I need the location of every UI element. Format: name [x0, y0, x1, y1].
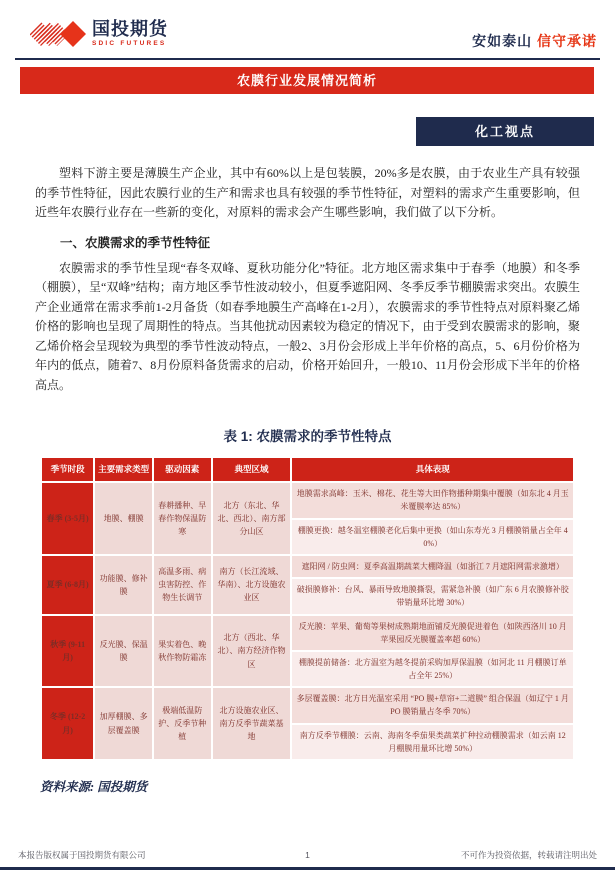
table-cell: 反光膜：苹果、葡萄等果树成熟期地面铺反光膜促进着色（如陕西洛川 10 月苹果园反光膜覆盖率超 60%） [291, 615, 574, 651]
logo-brand-cn: 国投期货 [92, 19, 168, 40]
source-note: 资料来源: 国投期货 [40, 780, 148, 795]
table-row [41, 482, 574, 518]
table-cell: 北方（西北、华北）、南方经济作物区 [212, 615, 292, 688]
slogan-right: 信守承诺 [537, 33, 597, 49]
badge-row [0, 117, 594, 146]
table-cell: 北方（东北、华北、西北）、南方部分山区 [212, 482, 292, 555]
table-cell: 春季 (3-5月) [41, 482, 94, 555]
table-cell: 春耕播种、早春作物保温防寒 [153, 482, 212, 555]
table-cell: 地膜、棚膜 [94, 482, 153, 555]
table-cell: 果实着色、晚秋作物防霜冻 [153, 615, 212, 688]
column-header: 驱动因素 [153, 457, 212, 482]
slogan-left: 安如泰山 [472, 33, 533, 49]
logo-text [92, 20, 168, 48]
table-cell: 南方反季节棚膜：云南、海南冬季茄果类蔬菜扩种拉动棚膜需求（如云南 12 月棚膜用量环比增 50%） [291, 724, 574, 760]
column-header: 季节时段 [41, 457, 94, 482]
table-row [41, 555, 574, 578]
report-title-banner: 农膜行业发展情况简析 [20, 67, 594, 94]
table-title: 表 1: 农膜需求的季节性特点 [223, 429, 392, 445]
logo-diamonds-icon [30, 17, 86, 51]
column-header: 主要需求类型 [94, 457, 153, 482]
report-footer [0, 849, 615, 870]
page-number: 1 [305, 850, 310, 860]
table-cell: 秋季 (9-11 月) [41, 615, 94, 688]
table-cell: 冬季 (12-2 月) [41, 687, 94, 760]
intro-paragraph: 塑料下游主要是薄膜生产企业，其中有60%以上是包装膜，20%多是农膜，由于农业生产具有较强的季节性特征，因此农膜行业的生产和需求也具有较强的季节性特征，对塑料的需求产生重要影响，但近些年农膜行业存在一些新的变化，对原料的需求会产生哪些影响，我们做了以下分析。 [35, 166, 580, 220]
table-cell: 破损膜修补：台风、暴雨导致地膜撕裂，需紧急补膜（如广东 6 月农膜修补胶带销量环比增 30%） [291, 578, 574, 614]
table-header-row [41, 457, 574, 482]
table-cell: 遮阳网 / 防虫网：夏季高温期蔬菜大棚降温（如浙江 7 月遮阳网需求激增） [291, 555, 574, 578]
category-badge: 化工视点 [416, 117, 594, 146]
seasonality-paragraph: 农膜需求的季节性呈现“春冬双峰、夏秋功能分化”特征。北方地区需求集中于春季（地膜）和冬季（棚膜），呈“双峰”结构；南方地区季节性波动较小，但夏季遮阳网、冬季反季节棚膜需求突出。农膜生产企业通常在需求季前1-2月备货（如春季地膜生产高峰在1-2月），农膜需求的季节性特点对原料聚乙烯价格的影响也呈现了周期性的特点。当其他扰动因素较为稳定的情况下，由于受到农膜需求的影响，聚乙烯价格会呈现较为典型的季节性波动特点，一般2、3月份会形成上半年价格的高点，5、6月份价格为年内的低点，随着7、8月份原料备货需求的启动，价格开始回升，一般10、11月份会形成下半年的价格高点。 [35, 260, 580, 392]
table-cell: 夏季 (6-8月) [41, 555, 94, 615]
seasonal-demand-table [40, 456, 575, 761]
footer-disclaimer: 不可作为投资依据，转载请注明出处 [460, 850, 597, 860]
table-row [41, 615, 574, 651]
company-logo [30, 17, 168, 51]
table-cell: 棚膜更换：越冬温室棚膜老化后集中更换（如山东寿光 3 月棚膜销量占全年 40%） [291, 519, 574, 555]
table-cell: 高温多雨、病虫害防控、作物生长调节 [153, 555, 212, 615]
report-header [0, 0, 615, 146]
header-divider [15, 58, 600, 60]
table-cell: 功能膜、修补膜 [94, 555, 153, 615]
table-row [41, 687, 574, 723]
table-cell: 极端低温防护、反季节种植 [153, 687, 212, 760]
footer-copyright: 本报告版权属于国投期货有限公司 [18, 850, 146, 860]
table-cell: 地膜需求高峰：玉米、棉花、花生等大田作物播种期集中覆膜（如东北 4 月玉米覆膜率达 85%） [291, 482, 574, 518]
report-body [0, 146, 615, 795]
table-body [41, 482, 574, 760]
table-cell: 多层覆盖膜：北方日光温室采用 “PO 膜+草帘+二道膜” 组合保温（如辽宁 1 月 PO 膜销量占冬季 70%） [291, 687, 574, 723]
logo-brand-en: SDIC FUTURES [92, 40, 167, 48]
section-heading: 一、农膜需求的季节性特征 [60, 235, 211, 250]
table-cell: 反光膜、保温膜 [94, 615, 153, 688]
table-cell: 北方设施农业区、南方反季节蔬菜基地 [212, 687, 292, 760]
table-cell: 南方（长江流域、华南）、北方设施农业区 [212, 555, 292, 615]
table-cell: 棚膜提前储备：北方温室为越冬提前采购加厚保温膜（如河北 11 月棚膜订单占全年 25%） [291, 651, 574, 687]
column-header: 具体表现 [291, 457, 574, 482]
table-cell: 加厚棚膜、多层覆盖膜 [94, 687, 153, 760]
column-header: 典型区域 [212, 457, 292, 482]
footer-row [0, 849, 615, 867]
company-slogan [472, 31, 597, 51]
brand-row [0, 0, 615, 51]
